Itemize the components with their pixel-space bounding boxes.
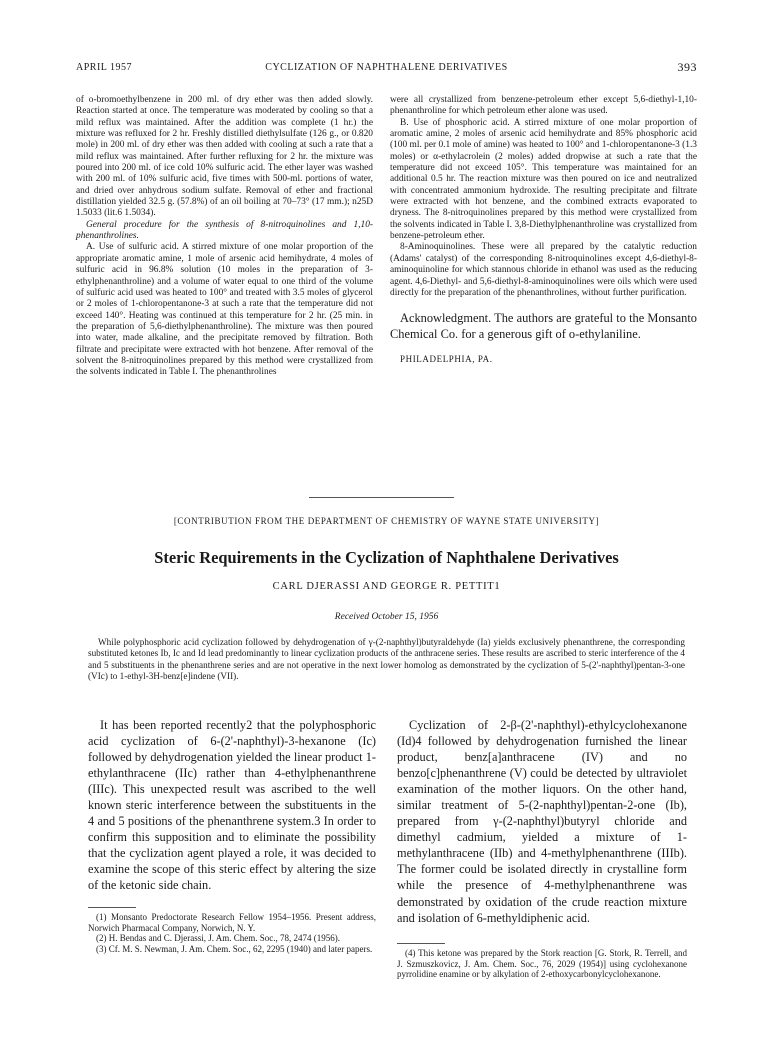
acknowledgment: Acknowledgment. The authors are grateful to the Monsanto Chemical Co. for a generous gift of o-ethylaniline. — [390, 311, 697, 341]
received-date: Received October 15, 1956 — [334, 612, 439, 622]
paragraph: A. Use of sulfuric acid. A stirred mixture of one molar proportion of the appropriate aromatic amine, 1 mole of arsenic acid hemihydrate, 4 moles of sulfuric acid in 96.8% solution (10 moles in the preparation of 3-ethylphenanthroline) and a volume of water equal to one third of the volume of sulfuric acid used was heated to 100° and treated with 3.5 moles of glycerol or 2 moles of 1-chloropentanone-3 at such a rate that the temperature did not exceed 140°. Heating was continued at this temperature for 2 hr. (25 min. in the preparation of 5,6-diethylphenanthroline). The mixture was then poured into water, made alkaline, and the precipitate removed by filtration. Both filtrate and precipitate were extracted with hot benzene. After removal of the solvent the 8-nitroquinolines prepared by this method were crystallized from the solvents indicated in Table I. The phenanthrolines — [76, 242, 373, 378]
article-title: Steric Requirements in the Cyclization of Naphthalene Derivatives — [154, 548, 619, 567]
contribution-line: [CONTRIBUTION FROM THE DEPARTMENT OF CHEMISTRY OF WAYNE STATE UNIVERSITY] — [173, 516, 600, 526]
section-divider — [309, 497, 454, 498]
paragraph: It has been reported recently2 that the polyphosphoric acid cyclization of 6-(2'-naphthyl)-3-hexanone (Ic) followed by dehydrogenation yielded the linear product 1-ethylanthracene (IIc) rather than 4-ethylphenanthrene (IIIc). This unexpected result was ascribed to the well known steric interference between the substituents in the 4 and 5 positions of the phenanthrene system.3 In order to confirm this supposition and to eliminate the possibility that the cyclization agent played a role, it was decided to examine the scope of this steric effect by altering the size of the ketonic side chain. — [88, 718, 376, 893]
footnote: (3) Cf. M. S. Newman, J. Am. Chem. Soc., 62, 2295 (1940) and later papers. — [96, 943, 373, 954]
footnotes-left — [88, 904, 376, 954]
header-journal-title: CYCLIZATION OF NAPHTHALENE DERIVATIVES — [265, 62, 508, 73]
page-number: 393 — [677, 60, 697, 74]
body-right-column — [397, 717, 687, 926]
running-header — [76, 60, 697, 76]
paragraph-heading: General procedure for the synthesis of 8-nitroquinolines and 1,10-phenanthrolines. — [76, 219, 373, 242]
footnote: (4) This ketone was prepared by the Stork reaction [G. Stork, R. Terrell, and J. Szmuszkovicz, J. Am. Chem. Soc., 76, 2029 (1954)] using cyclohexanone pyrrolidine enamine or by alkylation of 2-ethoxycarbonylcyclohexanone. — [397, 948, 687, 980]
footnote-rule — [397, 943, 445, 944]
paragraph: 8-Aminoquinolines. These were all prepared by the catalytic reduction (Adams' catalyst) of the corresponding 8-nitroquinolines except 4,6-diethyl-8-aminoquinoline for which stannous chloride in ethanol was used as the reducing agent. 4,6-Diethyl- and 5,6-diethyl-8-aminoquinolines were oils which were used directly for the preparation of the phenanthrolines, without further purification. — [390, 242, 697, 298]
previous-article-left-column — [76, 95, 373, 379]
paragraph: of o-bromoethylbenzene in 200 ml. of dry ether was then added slowly. Reaction started at once. The temperature was moderated by cooling so that a mild reflux was maintained. After the addition was complete (1 hr.) the mixture was refluxed for 2 hr. Freshly distilled diethylsulfate (126 g., or 0.820 mole) in 200 ml. of dry ether was then added with cooling at such a rate that a mild reflux was maintained. After further refluxing for 2 hr. the mixture was poured into 200 ml. of ice cold 10% sulfuric acid. The ether layer was washed with 200 ml. of 10% sulfuric acid, five times with 500-ml. portions of water, and dried over anhydrous sodium sulfate. Removal of ether and fractional distillation yielded 32.5 g. (57.8%) of an oil boiling at 70–73° (17 mm.); n25D 1.5033 (lit.6 1.5034). — [76, 95, 373, 219]
body-left-column — [88, 717, 376, 894]
footnotes-right — [397, 940, 687, 980]
paragraph: Cyclization of 2-β-(2'-naphthyl)-ethylcyclohexanone (Id)4 followed by dehydrogenation furnished the linear product, benz[a]anthracene (IV) and no benzo[c]phenanthrene (V) could be detected by ultraviolet examination of the mother liquors. On the other hand, similar treatment of 5-(2-naphthyl)pentan-2-one (Ib), prepared from γ-(2-naphthyl)butyryl chloride and dimethyl cadmium, yielded a mixture of 1-methylanthracene (IIb) and 4-methylphenanthrene (IIIb). The former could be isolated directly in crystalline form while the presence of 4-methylphenanthrene was demonstrated by oxidation of the crude reaction mixture and isolation of 6-methyldiphenic acid. — [397, 718, 687, 925]
footnote-rule — [88, 907, 136, 908]
footnote: (1) Monsanto Predoctorate Research Fellow 1954–1956. Present address, Norwich Pharmacal Company, Norwich, N. Y. — [88, 912, 376, 933]
abstract: While polyphosphoric acid cyclization followed by dehydrogenation of γ-(2-naphthyl)butyraldehyde (Ia) yields exclusively phenanthrene, the corresponding substituted ketones Ib, Ic and Id lead predominantly to linear cyclization products of the anthracene series. These results are ascribed to steric interference of the 4 and 5 substituents in the phenanthrene series and are not operative in the next lower homolog as demonstrated by the cyclization of 5-(2'-naphthyl)pentan-3-one (VIc) to 1-ethyl-3H-benz[e]indene (VII). — [88, 637, 685, 682]
location: PHILADELPHIA, PA. — [400, 354, 493, 365]
previous-article-right-column — [390, 95, 697, 366]
footnote: (2) H. Bendas and C. Djerassi, J. Am. Chem. Soc., 78, 2474 (1956). — [96, 933, 340, 944]
paragraph: were all crystallized from benzene-petroleum ether except 5,6-diethyl-1,10-phenanthroline for which petroleum ether alone was used. — [390, 95, 697, 117]
header-date: APRIL 1957 — [76, 62, 133, 73]
paragraph: B. Use of phosphoric acid. A stirred mixture of one molar proportion of aromatic amine, 2 moles of arsenic acid hemihydrate and 85% phosphoric acid (100 ml. per 0.1 mole of amine) was heated to 100° and 1-chloropentanone-3 (1.3 moles) or α-ethylacrolein (2 moles) added dropwise at such a rate that the temperature did not exceed 105°. This temperature was maintained for an additional 0.5 hr. The reaction mixture was then poured on ice and neutralized with concentrated ammonium hydroxide. The resulting precipitate and filtrate were extracted with hot benzene, and the combined extracts evaporated to dryness. The 8-nitroquinolines prepared by this method were crystallized from the solvents indicated in Table I. 3,8-Diethylphenanthroline was crystallized from benzene-petroleum ether. — [390, 117, 697, 242]
article-authors: CARL DJERASSI AND GEORGE R. PETTIT1 — [272, 581, 501, 592]
